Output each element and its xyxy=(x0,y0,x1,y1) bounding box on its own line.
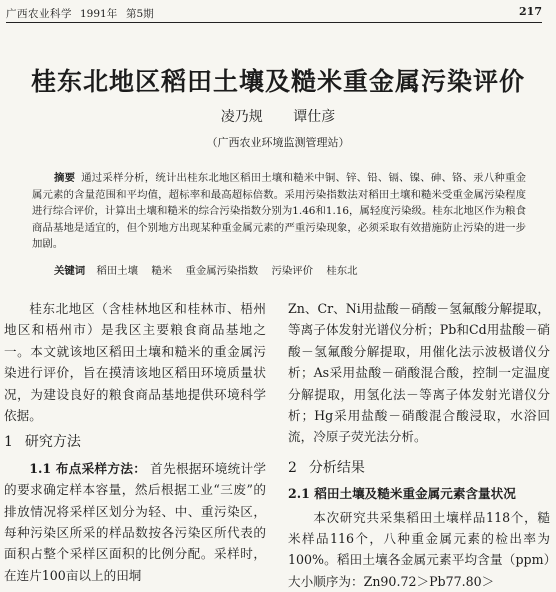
keyword: 桂东北 xyxy=(326,265,358,277)
subsection-paragraph xyxy=(4,458,266,586)
section-number: 1 xyxy=(4,434,13,451)
author-name: 谭仕彦 xyxy=(293,109,336,125)
left-column xyxy=(4,298,266,586)
intro-paragraph: 桂东北地区（含桂林地区和桂林市、梧州地区和梧州市）是我区主要粮食商品基地之一。本文就该地区稻田土壤和糙米的重金属污染进行评价，旨在摸清该地区稻田环境质量状况，为建设良好的粮食商品基地提供环境科学依据。 xyxy=(4,301,266,424)
affiliation: （广西农业环境监测管理站） xyxy=(206,136,350,149)
right-column xyxy=(288,298,550,592)
keyword: 污染评价 xyxy=(271,265,314,277)
author-name: 凌乃规 xyxy=(220,109,263,125)
keyword: 糙米 xyxy=(151,265,173,277)
abstract-label: 摘要 xyxy=(54,172,76,184)
section-number: 2 xyxy=(288,459,297,476)
subsection-text: 首先根据环境统计学的要求确定样本容量，然后根据工业“三废”的排放情况将采样区划分为轻、中、重污染区，每种污染区所采的样品数按各污染区所代表的面积占整个采样区面积的比例分配。采样时，在连片100亩以上的田垌 xyxy=(4,460,267,583)
abstract xyxy=(32,170,526,253)
section-heading xyxy=(4,432,266,453)
section-title: 分析结果 xyxy=(308,459,365,476)
results-paragraph: 本次研究共采集稻田土壤样品118个，糙米样品116个，八种重金属元素的检出率为100%。稻田土壤各金属元素平均含量（ppm）大小顺序为：Zn90.72＞Pb77.80＞ xyxy=(288,509,550,589)
keywords-label: 关键词 xyxy=(54,265,86,277)
keywords xyxy=(54,262,526,277)
section-heading xyxy=(288,458,550,479)
continued-paragraph: Zn、Cr、Ni用盐酸－硝酸－氢氟酸分解提取，等离子体发射光谱仪分析；Pb和Cd用盐酸－硝酸－氢氟酸分解提取，用催化法示波极谱仪分析；As采用盐酸－硝酸混合酸，控制一定温度分解提取，用氢化法－等离子体发射光谱仪分析；Hg采用盐酸－硝酸混合酸浸取，水浴回流，冷原子荧光法分析。 xyxy=(288,301,550,445)
running-header xyxy=(6,6,542,23)
author-list xyxy=(0,106,556,126)
subsection-heading: 2.1 稻田土壤及糙米重金属元素含量状况 xyxy=(288,486,516,502)
paper-title: 桂东北地区稻田土壤及糙米重金属污染评价 xyxy=(30,67,525,96)
keyword: 重金属污染指数 xyxy=(185,265,259,277)
journal-year: 1991年 xyxy=(80,8,118,20)
page-number: 217 xyxy=(519,5,542,18)
subsection-label: 1.1 布点采样方法： xyxy=(29,460,147,476)
journal-name: 广西农业科学 xyxy=(6,8,72,20)
abstract-text: 通过采样分析，统计出桂东北地区稻田土壤和糙米中铜、锌、铅、镉、镍、砷、铬、汞八种重金属元素的含量范围和平均值，超标率和最高超标倍数。采用污染指数法对稻田土壤和糙米受重金属污染程度进行综合评价，计算出土壤和糙米的综合污染指数分别为1.46和1.16，属轻度污染级。桂东北地区作为粮食商品基地是适宜的，但个别地方出现某种重金属元素的严重污染现象，必须采取有效措施防止污染的进一步加剧。 xyxy=(32,172,527,251)
keyword: 稻田土壤 xyxy=(96,265,139,277)
journal-issue: 第5期 xyxy=(126,8,154,20)
section-title: 研究方法 xyxy=(24,434,81,451)
